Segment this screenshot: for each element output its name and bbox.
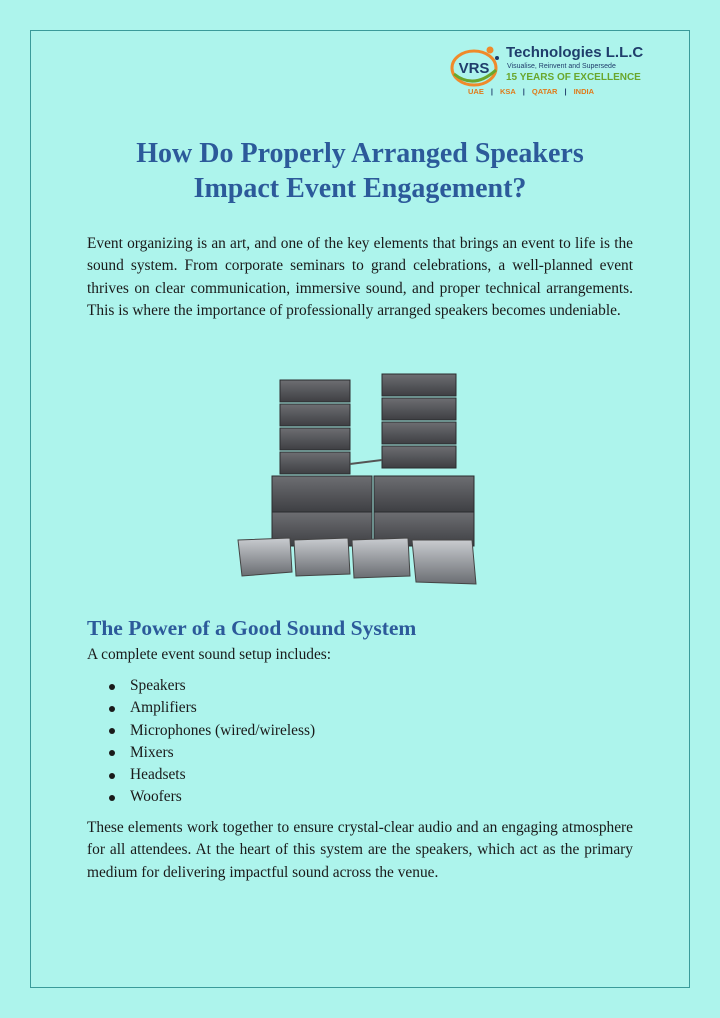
logo-company-name: Technologies L.L.C — [506, 44, 644, 61]
region-uae: UAE — [468, 87, 484, 96]
company-logo — [448, 42, 648, 102]
list-item: Speakers — [87, 675, 315, 697]
intro-paragraph: Event organizing is an art, and one of the key elements that brings an event to life is the sound system. From corporate seminars to grand celebrations, a well-planned event thrives on clear communication, immersive sound, and proper technical arrangements. This is where the importance of professionally arranged speakers becomes undeniable. — [87, 235, 633, 320]
list-item: Woofers — [87, 786, 315, 808]
title-line-2: Impact Event Engagement? — [193, 173, 527, 204]
components-list — [87, 675, 315, 809]
speaker-system-image — [232, 372, 482, 590]
logo-regions: UAE | KSA | QATAR | INDIA — [468, 87, 594, 96]
section-heading: The Power of a Good Sound System — [87, 616, 417, 640]
region-ksa: KSA — [499, 87, 516, 96]
logo-tagline: Visualise, Reinvent and Supersede — [507, 63, 616, 70]
page-title — [60, 136, 660, 206]
logo-mark-text: VRS — [458, 60, 490, 77]
list-intro: A complete event sound setup includes: — [87, 646, 332, 663]
region-qatar: QATAR — [531, 87, 558, 96]
floor-monitors — [238, 538, 476, 584]
region-india: INDIA — [573, 87, 594, 96]
list-item: Mixers — [87, 742, 315, 764]
list-item: Microphones (wired/wireless) — [87, 720, 315, 742]
title-line-1: How Do Properly Arranged Speakers — [136, 138, 584, 169]
closing-paragraph: These elements work together to ensure crystal-clear audio and an engaging atmosphere for all attendees. At the heart of this system are the speakers, which act as the primary medium for delivering impactful sound across the venue. — [87, 819, 633, 881]
list-item: Headsets — [87, 764, 315, 786]
list-item: Amplifiers — [87, 697, 315, 719]
logo-years-badge: 15 YEARS OF EXCELLENCE — [506, 72, 641, 83]
right-line-array — [374, 374, 474, 546]
